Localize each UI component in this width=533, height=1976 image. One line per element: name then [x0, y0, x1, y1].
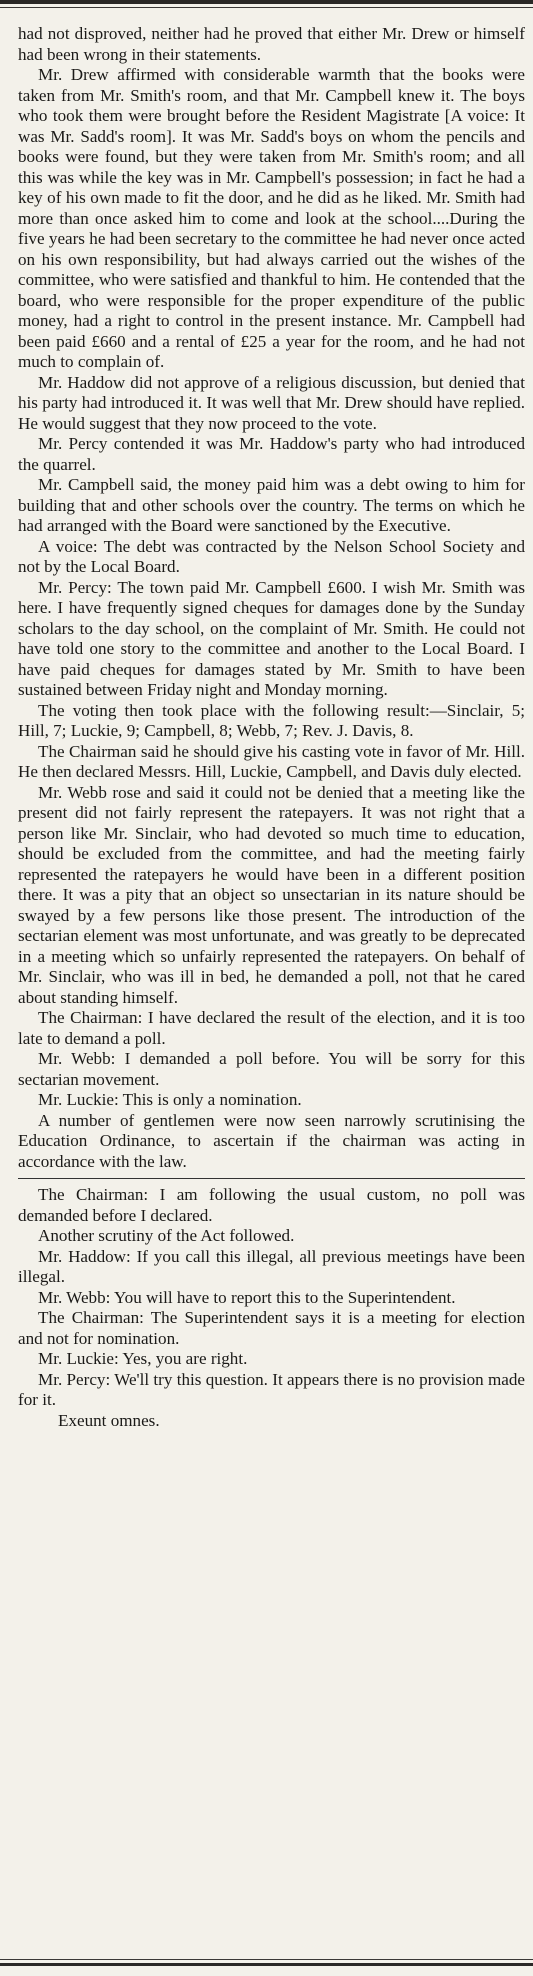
article-column [18, 24, 525, 1431]
paragraph: Another scrutiny of the Act followed. [38, 1226, 295, 1245]
top-rule-thin [0, 7, 533, 8]
paragraph: Mr. Campbell said, the money paid him was a debt owing to him for building that and other schools over the country. The terms on which he had arranged with the Board were sanctioned by the Executive. [18, 475, 525, 535]
paragraph: Mr. Webb: I demanded a poll before. You will be sorry for this sectarian movement. [18, 1049, 525, 1089]
paragraph: Mr. Percy contended it was Mr. Haddow's party who had introduced the quarrel. [18, 434, 525, 474]
paragraph: Mr. Webb: You will have to report this to the Superintendent. [38, 1287, 456, 1307]
top-rule [0, 0, 533, 4]
paragraph: A number of gentlemen were now seen narrowly scrutinising the Education Ordinance, to ascertain if the chairman was acting in accordance with the law. [18, 1110, 525, 1171]
paragraph: Mr. Percy: The town paid Mr. Campbell £600. I wish Mr. Smith was here. I have frequently signed cheques for damages done by the Sunday scholars to the day school, on the complaint of Mr. Smith. He could not have told one story to the committee and another to the Local Board. I have paid cheques for damages stated by Mr. Smith to have been sustained between Friday night and Monday morning. [18, 577, 525, 699]
paragraph: Mr. Haddow: If you call this illegal, all previous meetings have been illegal. [18, 1246, 525, 1286]
paragraph: A voice: The debt was contracted by the Nelson School Society and not by the Local Board. [18, 536, 525, 576]
paragraph: Mr. Luckie: Yes, you are right. [38, 1349, 248, 1368]
closing-line: Exeunt omnes. [58, 1410, 160, 1430]
bottom-rule-thin [0, 1959, 533, 1960]
paragraph: had not disproved, neither had he proved that either Mr. Drew or himself had been wrong in their statements. [18, 24, 525, 64]
paragraph: Mr. Drew affirmed with considerable warmth that the books were taken from Mr. Smith's room, and that Mr. Campbell knew it. The boys who took them were brought before the Resident Magistrate [A voice: It was Mr. Sadd's room]. It was Mr. Sadd's boys on whom the pencils and books were found, but they were taken from Mr. Smith's room; and all this was while the key was in Mr. Campbell's possession; in fact he had a key of his own made to fit the door, and he did as he liked. Mr. Smith had more than once asked him to come and look at the school....During the five years he had been secretary to the committee he had never once acted on his own responsibility, but had always carried out the wishes of the committee, who were satisfied and thankful to him. He contended that the board, who were responsible for the proper expenditure of the public money, had a right to control in the present instance. Mr. Campbell had been paid £660 and a rental of £25 a year for the room, and he had not much to complain of. [18, 65, 525, 371]
section-divider [18, 1178, 525, 1179]
paragraph: The Chairman: I am following the usual custom, no poll was demanded before I declared. [18, 1185, 525, 1225]
paragraph: The Chairman: The Superintendent says it is a meeting for election and not for nomination. [18, 1308, 525, 1348]
bottom-rule [0, 1963, 533, 1966]
paragraph: The voting then took place with the following result:—Sinclair, 5; Hill, 7; Luckie, 9; Campbell, 8; Webb, 7; Rev. J. Davis, 8. [18, 700, 525, 740]
paragraph: The Chairman said he should give his casting vote in favor of Mr. Hill. He then declared Messrs. Hill, Luckie, Campbell, and Davis duly elected. [18, 741, 525, 781]
paragraph: Mr. Luckie: This is only a nomination. [38, 1090, 302, 1109]
paragraph: The Chairman: I have declared the result of the election, and it is too late to demand a poll. [18, 1008, 525, 1048]
paragraph: Mr. Webb rose and said it could not be denied that a meeting like the present did not fairly represent the ratepayers. It was not right that a person like Mr. Sinclair, who had devoted so much time to education, should be excluded from the committee, and had the meeting fairly represented the ratepayers he would have been in a different position there. It was a pity that an object so unsectarian in its nature should be swayed by a few persons like those present. The introduction of the sectarian element was most unfortunate, and was greatly to be deprecated in a meeting which so unfairly represented the ratepayers. On behalf of Mr. Sinclair, who was ill in bed, he demanded a poll, not that he cared about standing himself. [18, 782, 525, 1007]
paragraph: Mr. Haddow did not approve of a religious discussion, but denied that his party had introduced it. It was well that Mr. Drew should have replied. He would suggest that they now proceed to the vote. [18, 372, 525, 433]
paragraph: Mr. Percy: We'll try this question. It appears there is no provision made for it. [18, 1369, 525, 1409]
